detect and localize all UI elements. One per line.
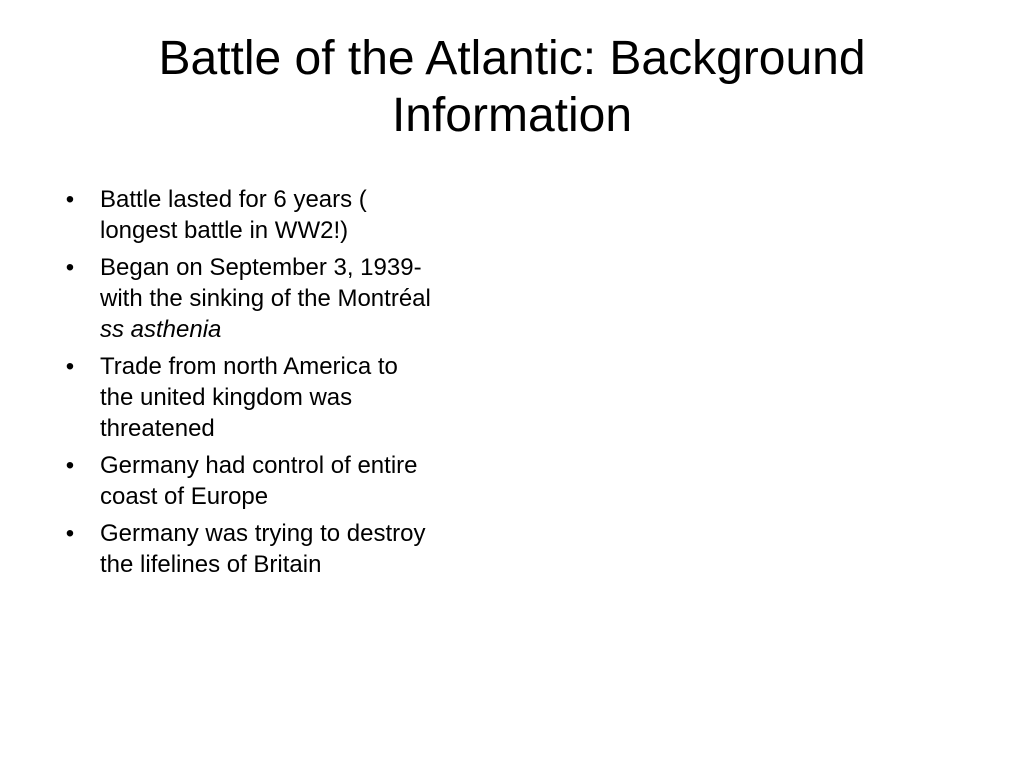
bullet-item-1 bbox=[60, 184, 510, 246]
bullet-5-line-2: the lifelines of Britain bbox=[100, 551, 322, 578]
bullet-marker: • bbox=[65, 520, 75, 547]
bullet-4-line-1: Germany had control of entire bbox=[100, 452, 418, 479]
bullet-2-line-2: with the sinking of the Montréal bbox=[100, 285, 431, 312]
bullet-1-line-2: longest battle in WW2!) bbox=[100, 217, 349, 244]
bullet-5-line-1: Germany was trying to destroy bbox=[100, 520, 426, 547]
bullet-1-line-1: Battle lasted for 6 years ( bbox=[100, 186, 367, 213]
bullet-marker: • bbox=[65, 186, 75, 213]
bullet-3-line-1: Trade from north America to bbox=[100, 353, 398, 380]
bullet-item-3 bbox=[60, 351, 510, 444]
bullet-2-line-1: Began on September 3, 1939- bbox=[100, 254, 422, 281]
bullet-3-line-3: threatened bbox=[100, 415, 215, 442]
bullet-item-5 bbox=[60, 518, 510, 580]
bullet-3-line-2: the united kingdom was bbox=[100, 384, 353, 411]
bullet-list bbox=[60, 184, 510, 586]
bullet-item-4 bbox=[60, 450, 510, 512]
bullet-2-ship-name: ss asthenia bbox=[100, 316, 222, 343]
slide-title-line-1: Battle of the Atlantic: Background bbox=[158, 32, 866, 85]
bullet-marker: • bbox=[65, 353, 75, 380]
bullet-item-2 bbox=[60, 252, 510, 345]
slide-title bbox=[60, 30, 964, 144]
slide-title-line-2: Information bbox=[391, 89, 633, 142]
bullet-4-line-2: coast of Europe bbox=[100, 483, 269, 510]
bullet-marker: • bbox=[65, 452, 75, 479]
bullet-marker: • bbox=[65, 254, 75, 281]
